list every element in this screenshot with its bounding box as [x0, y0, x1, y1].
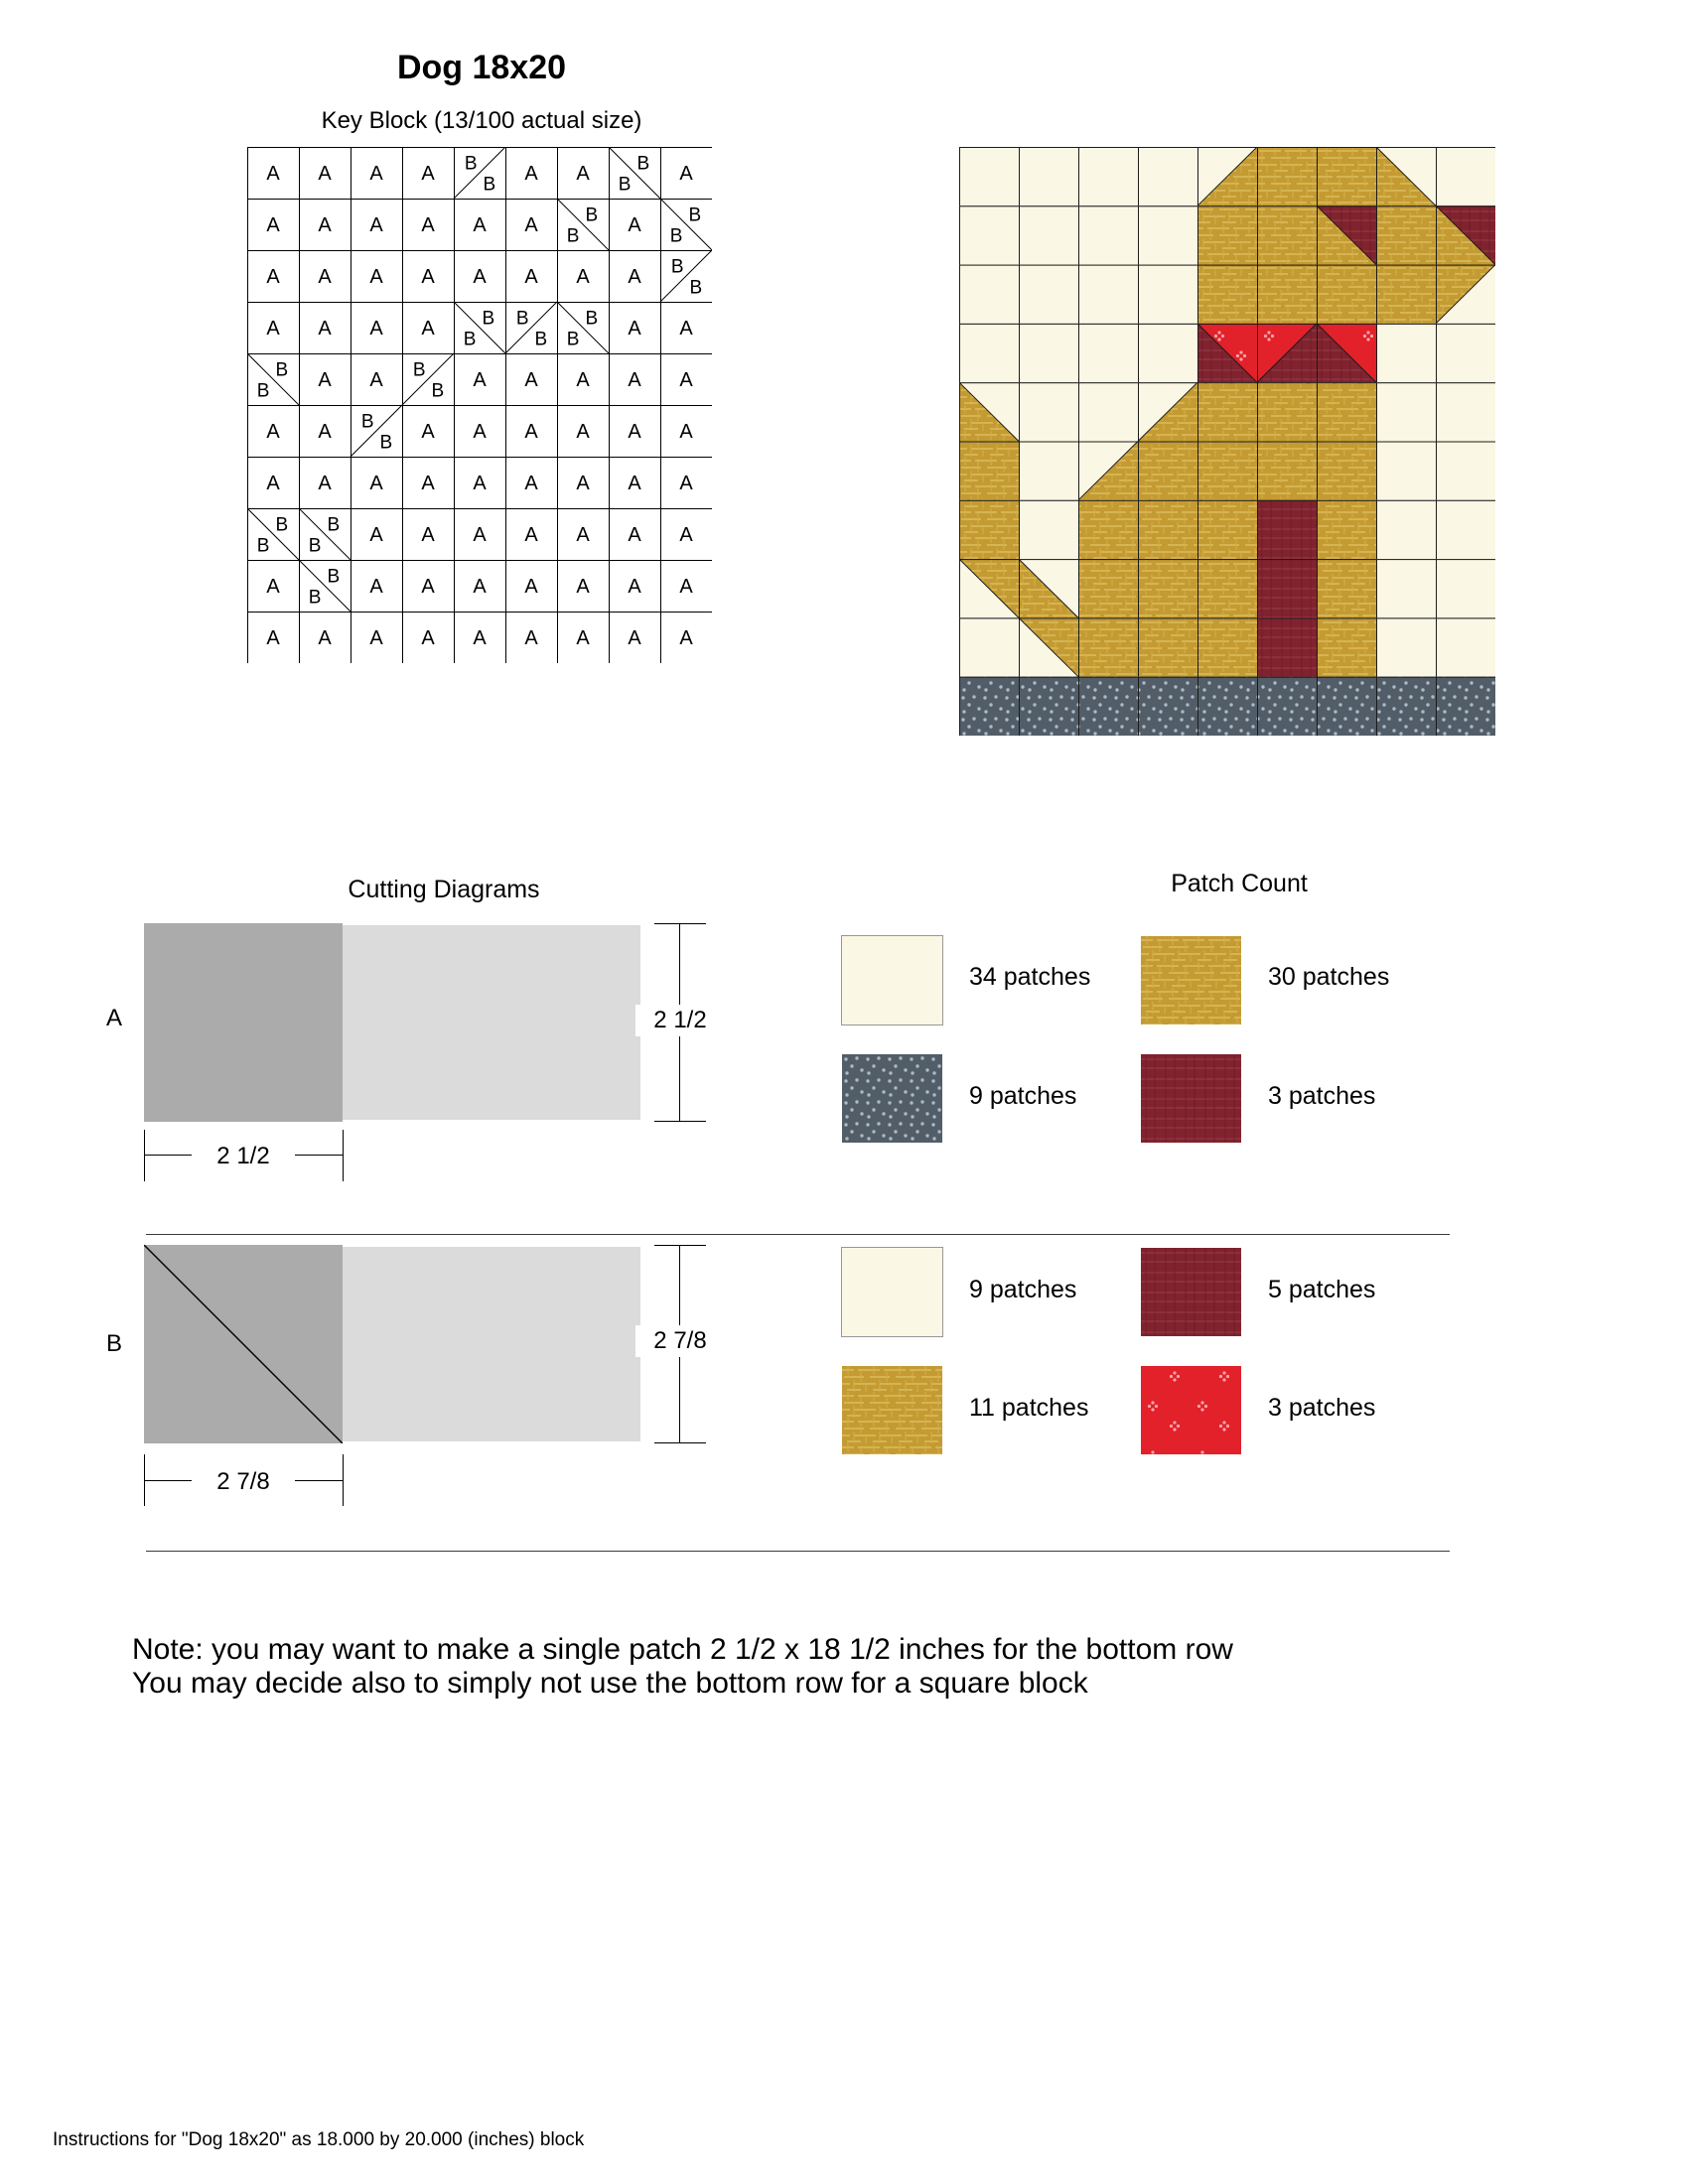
svg-text:A: A: [369, 524, 383, 546]
svg-text:A: A: [473, 369, 487, 391]
key-block-grid: [247, 147, 712, 668]
svg-text:B: B: [431, 380, 445, 402]
svg-text:B: B: [275, 359, 289, 381]
svg-text:A: A: [524, 369, 538, 391]
quilt-block-svg: [959, 147, 1495, 736]
svg-text:A: A: [473, 524, 487, 546]
patch-count-value: 11 patches: [969, 1394, 1089, 1422]
svg-text:B: B: [585, 205, 599, 226]
patch-count-value: 3 patches: [1268, 1082, 1376, 1110]
patch-count-value: 9 patches: [969, 1082, 1077, 1110]
svg-text:B: B: [360, 411, 374, 433]
svg-text:B: B: [482, 308, 495, 330]
svg-text:A: A: [524, 576, 538, 598]
cutting-diagram-b-label: B: [105, 1330, 122, 1357]
fabric-swatch-gold: [1141, 936, 1241, 1024]
svg-text:A: A: [679, 421, 693, 443]
svg-text:B: B: [327, 566, 341, 588]
svg-text:A: A: [421, 576, 435, 598]
svg-text:B: B: [308, 535, 322, 557]
svg-text:A: A: [524, 163, 538, 185]
svg-text:A: A: [628, 266, 641, 288]
fabric-swatch-cream: [842, 936, 942, 1024]
svg-text:A: A: [421, 473, 435, 494]
fabric-swatch-svg: [1141, 1054, 1241, 1143]
fabric-swatch-svg: [842, 1054, 942, 1143]
svg-text:A: A: [473, 576, 487, 598]
note-line-2: You may decide also to simply not use the bottom row for a square block: [132, 1667, 1088, 1700]
svg-text:A: A: [318, 627, 332, 649]
svg-text:A: A: [628, 214, 641, 236]
svg-text:A: A: [369, 214, 383, 236]
patch-count-value: 5 patches: [1268, 1276, 1376, 1303]
svg-text:A: A: [679, 576, 693, 598]
svg-text:A: A: [318, 369, 332, 391]
dimension-tick: [654, 923, 706, 924]
svg-text:B: B: [327, 514, 341, 536]
patch-count-value: 30 patches: [1268, 963, 1390, 991]
cutting-patch-b-square: [144, 1245, 343, 1443]
svg-text:A: A: [473, 421, 487, 443]
svg-text:A: A: [318, 318, 332, 340]
patch-b-height-label: 2 7/8: [635, 1325, 725, 1357]
svg-text:A: A: [524, 266, 538, 288]
cutting-strip-a: [343, 925, 640, 1120]
cutting-diagram-a-label: A: [105, 1005, 122, 1031]
svg-text:A: A: [679, 318, 693, 340]
dimension-tick: [144, 1130, 145, 1181]
svg-text:B: B: [308, 587, 322, 609]
svg-text:A: A: [318, 214, 332, 236]
svg-text:A: A: [576, 163, 590, 185]
svg-text:B: B: [515, 308, 529, 330]
section-divider: [146, 1234, 1450, 1235]
fabric-swatch-red: [1141, 1366, 1241, 1454]
svg-text:A: A: [266, 576, 280, 598]
section-divider: [146, 1551, 1450, 1552]
svg-text:A: A: [473, 214, 487, 236]
svg-text:A: A: [576, 266, 590, 288]
svg-text:A: A: [318, 473, 332, 494]
svg-text:A: A: [421, 421, 435, 443]
key-block-svg: [247, 147, 712, 663]
note-line-1: Note: you may want to make a single patch 2 1/2 x 18 1/2 inches for the bottom row: [132, 1633, 1233, 1666]
svg-text:A: A: [524, 421, 538, 443]
svg-text:A: A: [421, 318, 435, 340]
svg-text:A: A: [679, 163, 693, 185]
fabric-swatch-svg: [842, 936, 942, 1024]
fabric-swatch-svg: [1141, 1248, 1241, 1336]
svg-text:A: A: [679, 369, 693, 391]
svg-text:A: A: [266, 163, 280, 185]
svg-text:A: A: [318, 421, 332, 443]
dimension-tick: [654, 1245, 706, 1246]
fabric-swatch-maroon: [1141, 1248, 1241, 1336]
page-title: Dog 18x20: [396, 49, 567, 86]
svg-text:A: A: [576, 369, 590, 391]
svg-text:B: B: [412, 359, 426, 381]
cutting-strip-b: [343, 1247, 640, 1441]
svg-text:B: B: [275, 514, 289, 536]
fabric-swatch-cream: [842, 1248, 942, 1336]
svg-text:A: A: [369, 473, 383, 494]
svg-text:B: B: [256, 380, 270, 402]
fabric-swatch-svg: [1141, 936, 1241, 1024]
svg-text:A: A: [266, 214, 280, 236]
patch-a-width-label: 2 1/2: [192, 1141, 295, 1172]
patch-count-value: 34 patches: [969, 963, 1091, 991]
svg-text:A: A: [318, 266, 332, 288]
svg-text:A: A: [628, 318, 641, 340]
svg-text:A: A: [576, 576, 590, 598]
svg-text:B: B: [688, 205, 702, 226]
svg-text:B: B: [463, 329, 477, 350]
svg-text:B: B: [585, 308, 599, 330]
fabric-swatch-svg: [842, 1366, 942, 1454]
dimension-tick: [654, 1121, 706, 1122]
svg-text:A: A: [576, 421, 590, 443]
patch-b-width-label: 2 7/8: [192, 1466, 295, 1498]
svg-text:B: B: [256, 535, 270, 557]
svg-text:A: A: [266, 627, 280, 649]
patch-count-value: 9 patches: [969, 1276, 1077, 1303]
svg-text:A: A: [318, 163, 332, 185]
svg-text:B: B: [669, 225, 683, 247]
cutting-patch-a-square: [144, 923, 343, 1122]
svg-text:A: A: [421, 163, 435, 185]
svg-text:A: A: [628, 627, 641, 649]
quilt-block-preview: [959, 147, 1495, 741]
svg-text:A: A: [369, 318, 383, 340]
svg-text:A: A: [266, 421, 280, 443]
svg-text:A: A: [369, 266, 383, 288]
svg-text:B: B: [689, 277, 703, 299]
svg-text:A: A: [628, 524, 641, 546]
fabric-swatch-svg: [1141, 1366, 1241, 1454]
svg-text:A: A: [524, 473, 538, 494]
svg-text:B: B: [636, 153, 650, 175]
cutting-diagrams-title: Cutting Diagrams: [348, 876, 540, 903]
svg-text:A: A: [524, 627, 538, 649]
svg-text:A: A: [628, 473, 641, 494]
svg-text:A: A: [679, 627, 693, 649]
svg-text:A: A: [473, 627, 487, 649]
svg-text:A: A: [369, 576, 383, 598]
fabric-swatch-gold: [842, 1366, 942, 1454]
svg-text:A: A: [266, 473, 280, 494]
svg-text:A: A: [576, 627, 590, 649]
footer-text: Instructions for "Dog 18x20" as 18.000 by 20.000 (inches) block: [53, 2129, 585, 2150]
fabric-swatch-blue: [842, 1054, 942, 1143]
svg-text:A: A: [369, 369, 383, 391]
svg-text:A: A: [369, 163, 383, 185]
svg-text:A: A: [266, 266, 280, 288]
patch-count-value: 3 patches: [1268, 1394, 1376, 1422]
patch-count-title: Patch Count: [1171, 870, 1308, 897]
dimension-tick: [343, 1130, 344, 1181]
svg-text:A: A: [473, 473, 487, 494]
patch-a-height-label: 2 1/2: [635, 1005, 725, 1036]
svg-text:B: B: [618, 174, 632, 196]
svg-text:A: A: [628, 369, 641, 391]
svg-text:B: B: [534, 329, 548, 350]
fabric-swatch-svg: [842, 1248, 942, 1336]
svg-text:A: A: [576, 473, 590, 494]
svg-text:A: A: [628, 421, 641, 443]
svg-text:B: B: [379, 432, 393, 454]
dimension-tick: [654, 1442, 706, 1443]
svg-text:A: A: [421, 214, 435, 236]
svg-text:B: B: [464, 153, 478, 175]
svg-text:A: A: [524, 524, 538, 546]
svg-text:B: B: [483, 174, 496, 196]
fabric-swatch-maroon: [1141, 1054, 1241, 1143]
svg-text:A: A: [421, 627, 435, 649]
svg-text:B: B: [566, 225, 580, 247]
note-text: [132, 1633, 1453, 1701]
svg-text:A: A: [679, 524, 693, 546]
svg-text:B: B: [670, 256, 684, 278]
svg-text:A: A: [473, 266, 487, 288]
svg-text:A: A: [369, 627, 383, 649]
key-block-caption: Key Block (13/100 actual size): [321, 107, 642, 134]
svg-text:A: A: [628, 576, 641, 598]
svg-text:A: A: [421, 266, 435, 288]
svg-text:B: B: [566, 329, 580, 350]
b-diagonal-line: [144, 1245, 343, 1443]
svg-text:A: A: [576, 524, 590, 546]
svg-text:A: A: [679, 473, 693, 494]
svg-text:A: A: [421, 524, 435, 546]
svg-text:A: A: [266, 318, 280, 340]
svg-text:A: A: [524, 214, 538, 236]
